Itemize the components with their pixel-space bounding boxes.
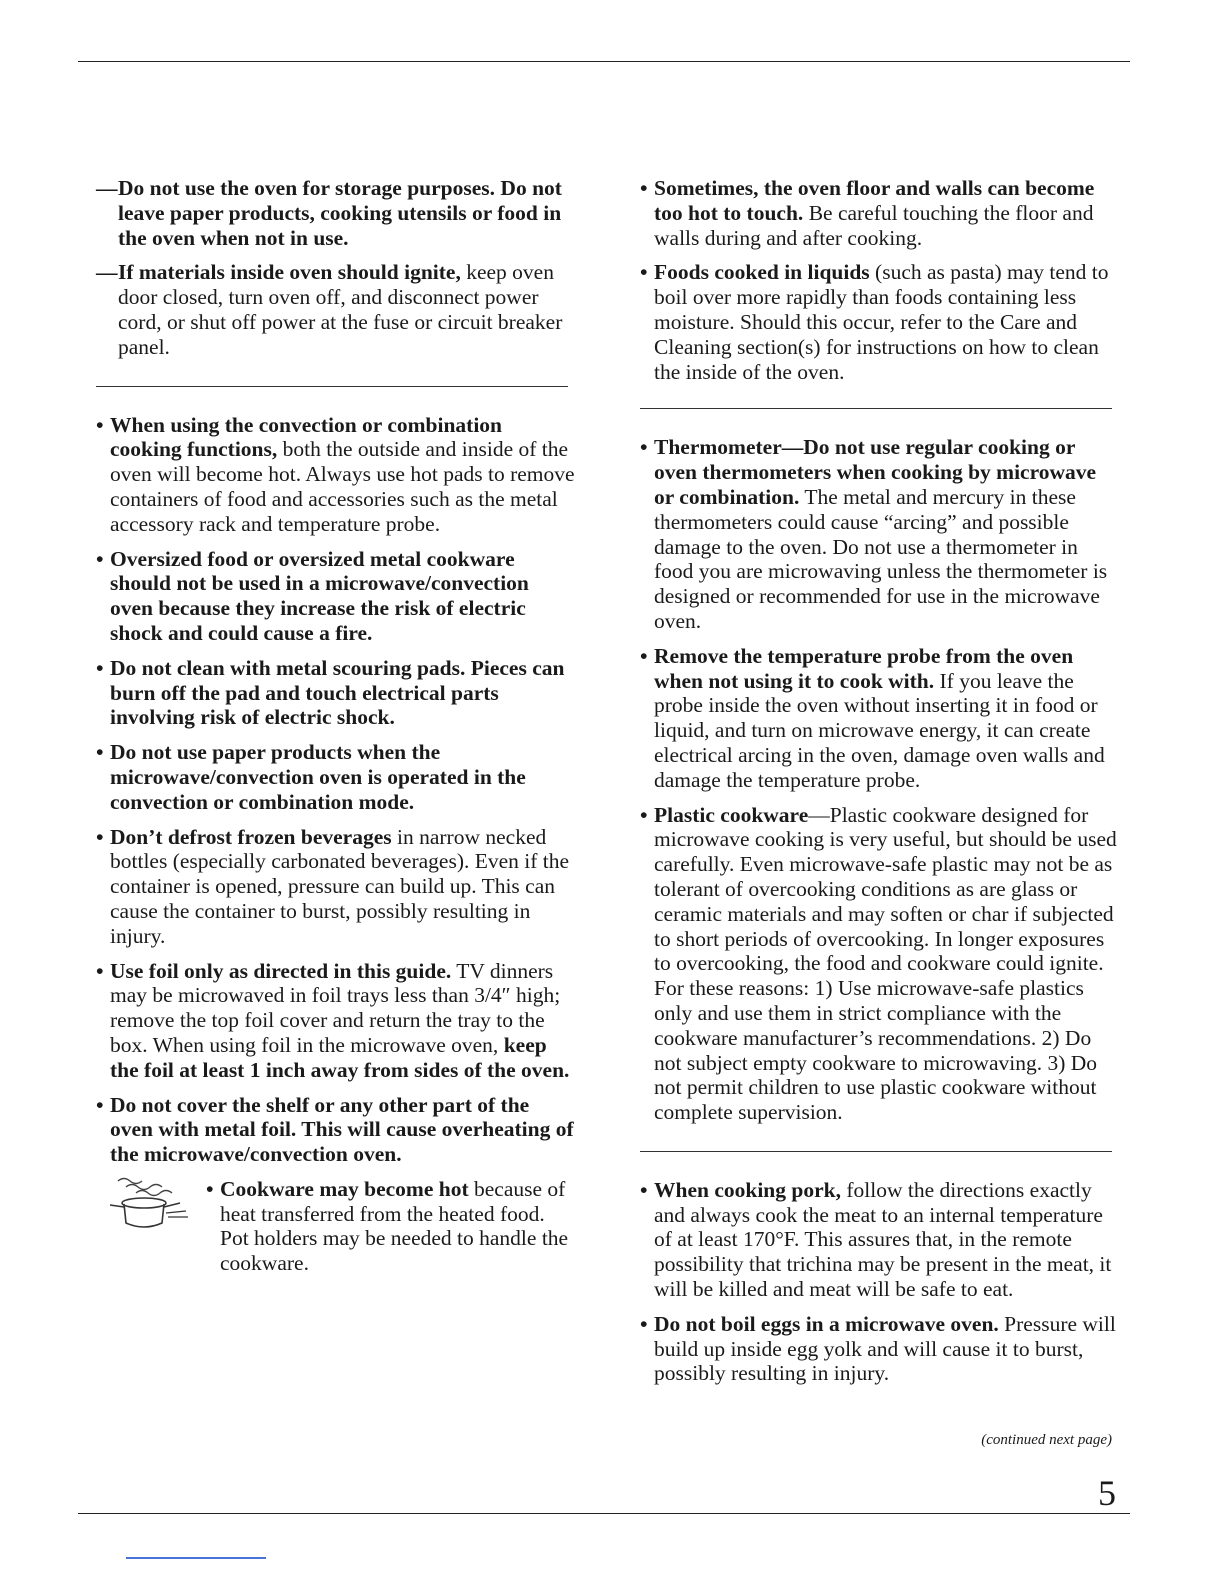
left-column (96, 176, 576, 1276)
bullet-convection: • When using the convection or combination cooking functions, both the outside and inside of the oven will become hot. Always use hot pads to remove containers of food and accessories such as the metal accessory rack and temperature probe. (96, 413, 576, 537)
dash-item-ignite: — If materials inside oven should ignite, keep oven door closed, turn oven off, and disconnect power cord, or shut off power at the fuse or circuit breaker panel. (96, 260, 576, 359)
section-separator (640, 1151, 1112, 1152)
bullet-eggs: • Do not boil eggs in a microwave oven. Pressure will build up inside egg yolk and will cause it to burst, possibly resulting in injury. (640, 1312, 1120, 1386)
bullet-shelf-foil: • Do not cover the shelf or any other part of the oven with metal foil. This will cause overheating of the microwave/convection oven. (96, 1093, 576, 1167)
bullet-thermometer: • Thermometer—Do not use regular cooking or oven thermometers when cooking by microwave or combination. The metal and mercury in these thermometers could cause “arcing” and possible damage to the oven. Do not use a thermometer in food you are microwaving unless the thermometer is designed or recommended for use in the microwave oven. (640, 435, 1120, 633)
bullet-pork: • When cooking pork, follow the directions exactly and always cook the meat to an internal temperature of at least 170°F. This assures that, in the remote possibility that trichina may be present in the meat, it will be killed and meat will be safe to eat. (640, 1178, 1120, 1302)
top-rule (78, 61, 1130, 62)
section-separator (96, 386, 568, 387)
bullet-plastic-cookware: • Plastic cookware—Plastic cookware designed for microwave cooking is very useful, but should be used carefully. Even microwave-safe plastic may not be as tolerant of overcooking conditions as are glass or ceramic materials and may soften or char if subjected to short periods of overcooking. In longer exposures to overcooking, the food and cookware could ignite. For these reasons: 1) Use microwave-safe plastics only and use them in strict compliance with the cookware manufacturer’s recommendations. 2) Do not subject empty cookware to microwaving. 3) Do not permit children to use plastic cookware without complete supervision. (640, 803, 1120, 1125)
bullet-beverages: • Don’t defrost frozen beverages in narrow necked bottles (especially carbonated beverages). Even if the container is opened, pressure can build up. This can cause the container to burst, possibly resulting in injury. (96, 825, 576, 949)
dash-item-storage: — Do not use the oven for storage purposes. Do not leave paper products, cooking utensils or food in the oven when not in use. (96, 176, 576, 250)
cookware-hot-block (96, 1177, 576, 1276)
bullet-oversized: • Oversized food or oversized metal cookware should not be used in a microwave/convection oven because they increase the risk of electric shock and could cause a fire. (96, 547, 576, 646)
bullet-cookware-hot: • Cookware may become hot because of heat transferred from the heated food. Pot holders may be needed to handle the cookware. (206, 1177, 576, 1276)
bullet-scouring: • Do not clean with metal scouring pads. Pieces can burn off the pad and touch electrical parts involving risk of electric shock. (96, 656, 576, 730)
continued-note: (continued next page) (981, 1432, 1112, 1448)
bullet-foil: • Use foil only as directed in this guide. TV dinners may be microwaved in foil trays less than 3/4″ high; remove the top foil cover and return the tray to the box. When using foil in the microwave oven, keep the foil at least 1 inch away from sides of the oven. (96, 959, 576, 1083)
right-column (640, 176, 1120, 1386)
bottom-rule (78, 1513, 1130, 1514)
bullet-temperature-probe: • Remove the temperature probe from the oven when not using it to cook with. If you leave the probe inside the oven without inserting it in food or liquid, and turn on microwave energy, it can create electrical arcing in the oven, damage oven walls and damage the temperature probe. (640, 644, 1120, 793)
bullet-paper: • Do not use paper products when the microwave/convection oven is operated in the convection or combination mode. (96, 740, 576, 814)
bullet-floor-walls: • Sometimes, the oven floor and walls can become too hot to touch. Be careful touching the floor and walls during and after cooking. (640, 176, 1120, 250)
page-number: 5 (1098, 1473, 1116, 1513)
scan-artifact-line (126, 1557, 266, 1559)
bullet-liquids: • Foods cooked in liquids (such as pasta) may tend to boil over more rapidly than foods containing less moisture. Should this occur, refer to the Care and Cleaning section(s) for instructions on how to clean the inside of the oven. (640, 260, 1120, 384)
steaming-pot-icon (96, 1173, 196, 1233)
section-separator (640, 408, 1112, 409)
